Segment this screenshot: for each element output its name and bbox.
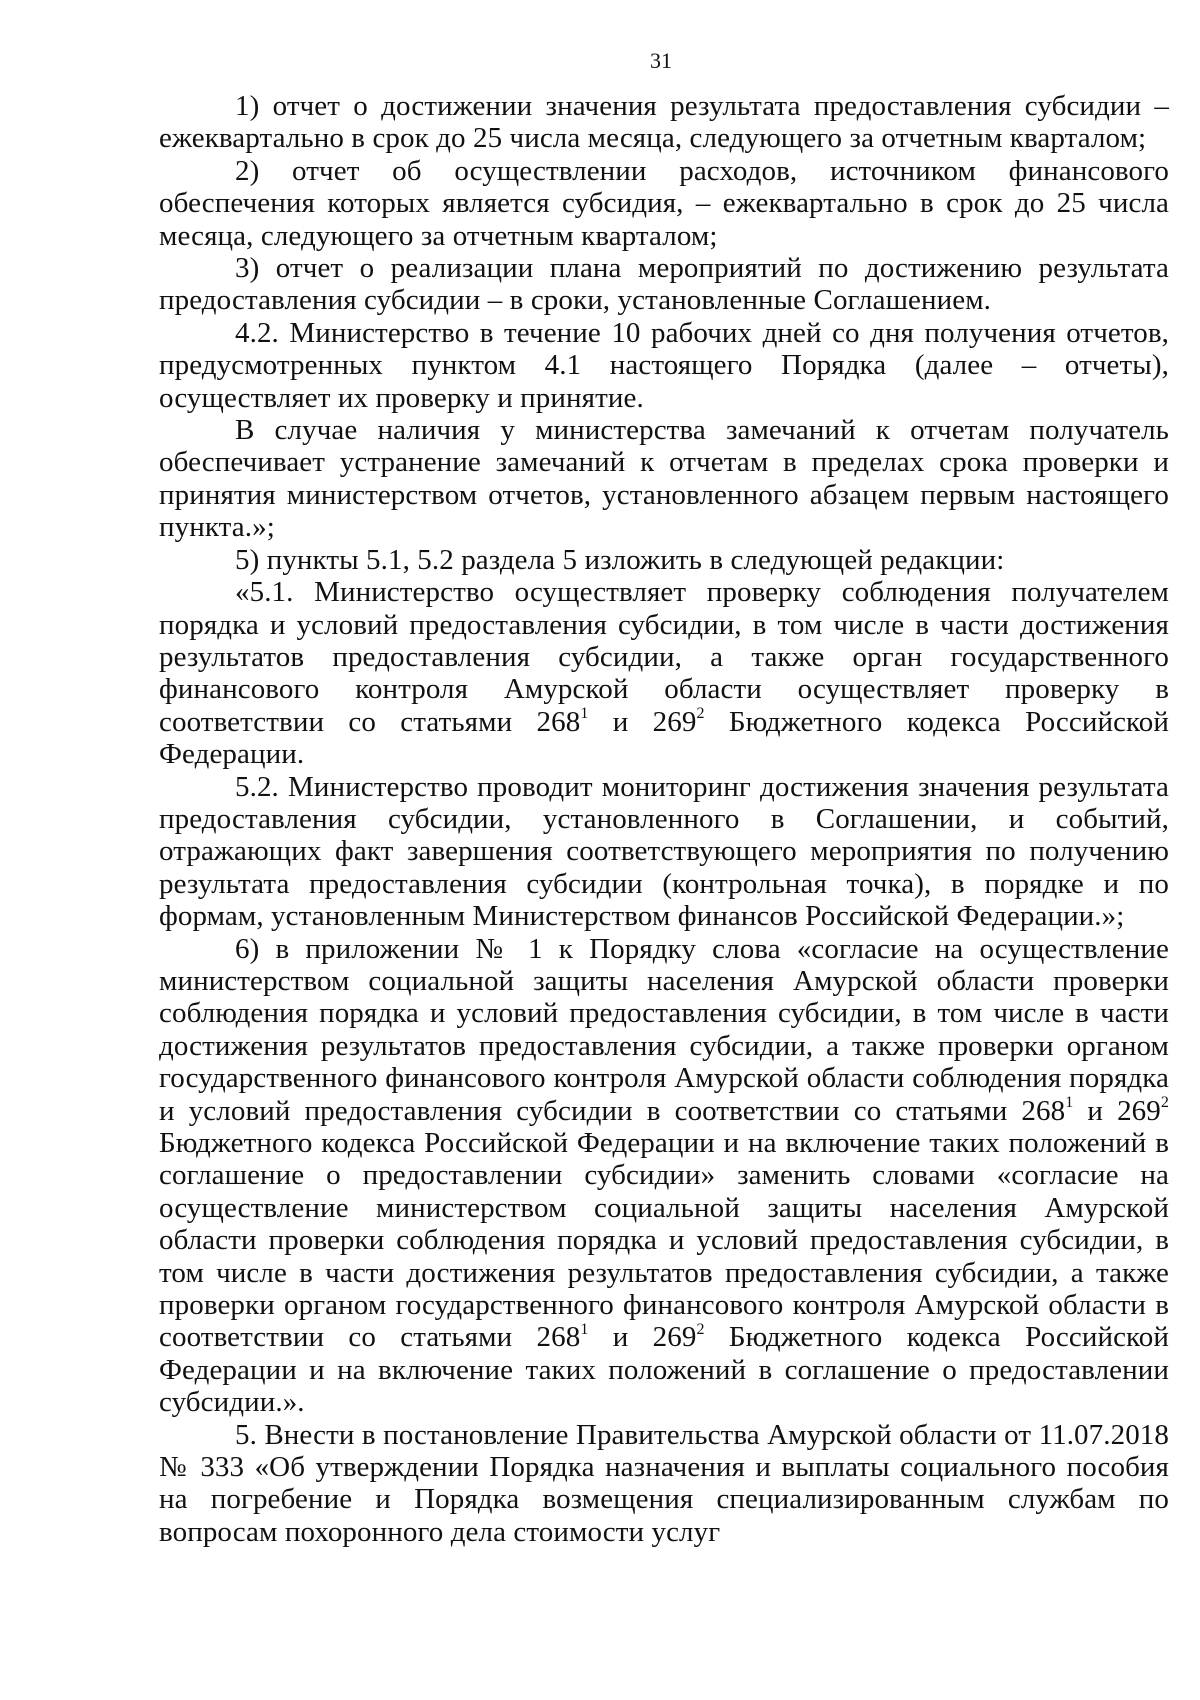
page-number: 31 xyxy=(650,48,672,73)
paragraph-text: Бюджетного кодекса Российской Федерации и на включение таких положений в соглашение о предоставлении субсидии» заменить словами «согласие на осуществление министерством социальной защиты населения Амурской области проверки соблюдения порядка и условий предоставления субсидии, в том числе в части достижения результатов предоставления субсидии, а также проверки органом государственного финансового контроля Амурской области в соответствии со статьями 268 xyxy=(159,1127,1169,1354)
paragraph xyxy=(159,414,1169,544)
paragraph-text: 5. Внести в постановление Правительства Амурской области от 11.07.2018 № 333 «Об утверждении Порядка назначения и выплаты социального пособия на погребение и Порядка возмещения специализированным службам по вопросам похоронного дела стоимости услуг xyxy=(159,1418,1169,1548)
paragraph-text: 5.2. Министерство проводит мониторинг достижения значения результата предоставления субсидии, установленного в Соглашении, и событий, отражающих факт завершения соответствующего мероприятия по получению результата предоставления субсидии (контрольная точка), в порядке и по формам, установленным Министерством финансов Российской Федерации.»; xyxy=(159,770,1169,933)
article-superscript: 1 xyxy=(580,705,589,723)
article-superscript: 1 xyxy=(580,1320,589,1338)
paragraph-text: 1) отчет о достижении значения результата предоставления субсидии – ежеквартально в срок до 25 числа месяца, следующего за отчетным кварталом; xyxy=(159,90,1169,155)
paragraph xyxy=(159,1419,1169,1549)
paragraph-text: 5) пункты 5.1, 5.2 раздела 5 изложить в следующей редакции: xyxy=(235,543,1005,576)
paragraph-text: Бюджетного кодекса Российской Федерации и на включение таких положений в соглашение о предоставлении субсидии.». xyxy=(159,1321,1169,1419)
paragraph-text: и 269 xyxy=(1073,1094,1161,1127)
article-superscript: 2 xyxy=(696,705,705,723)
paragraph xyxy=(159,933,1169,1419)
paragraph xyxy=(159,90,1169,155)
paragraph-text: В случае наличия у министерства замечаний к отчетам получатель обеспечивает устранение замечаний к отчетам в пределах срока проверки и принятия министерством отчетов, установленного абзацем первым настоящего пункта.»; xyxy=(159,414,1169,544)
paragraph-text: 6) в приложении № 1 к Порядку слова «согласие на осуществление министерством социальной защиты населения Амурской области проверки соблюдения порядка и условий предоставления субсидии, в том числе в части достижения результатов предоставления субсидии, а также проверки органом государственного финансового контроля Амурской области соблюдения порядка и условий предоставления субсидии в соответствии со статьями 268 xyxy=(159,932,1169,1127)
paragraph-text: «5.1. Министерство осуществляет проверку соблюдения получателем порядка и условий предоставления субсидии, в том числе в части достижения результатов предоставления субсидии, а также орган государственного финансового контроля Амурской области осуществляет проверку в соответствии со статьями 268 xyxy=(159,576,1169,738)
article-superscript: 2 xyxy=(696,1320,705,1338)
paragraph xyxy=(159,576,1169,770)
article-superscript: 2 xyxy=(1160,1093,1169,1111)
paragraph-text: и 269 xyxy=(588,705,697,738)
paragraph xyxy=(159,544,1169,576)
paragraph xyxy=(159,155,1169,252)
paragraph-text: 3) отчет о реализации плана мероприятий по достижению результата предоставления субсидии – в сроки, установленные Соглашением. xyxy=(159,252,1169,317)
article-superscript: 1 xyxy=(1065,1093,1074,1111)
paragraph-text: Бюджетного кодекса Российской Федерации. xyxy=(159,705,1169,771)
paragraph xyxy=(159,252,1169,317)
paragraph-text: и 269 xyxy=(588,1321,697,1354)
paragraph xyxy=(159,771,1169,933)
paragraph xyxy=(159,317,1169,414)
document-body xyxy=(159,90,1169,1548)
paragraph-text: 2) отчет об осуществлении расходов, источником финансового обеспечения которых является субсидия, – ежеквартально в срок до 25 числа месяца, следующего за отчетным кварталом; xyxy=(159,154,1169,252)
paragraph-text: 4.2. Министерство в течение 10 рабочих дней со дня получения отчетов, предусмотренных пунктом 4.1 настоящего Порядка (далее – отчеты), осуществляет их проверку и принятие. xyxy=(159,316,1169,414)
